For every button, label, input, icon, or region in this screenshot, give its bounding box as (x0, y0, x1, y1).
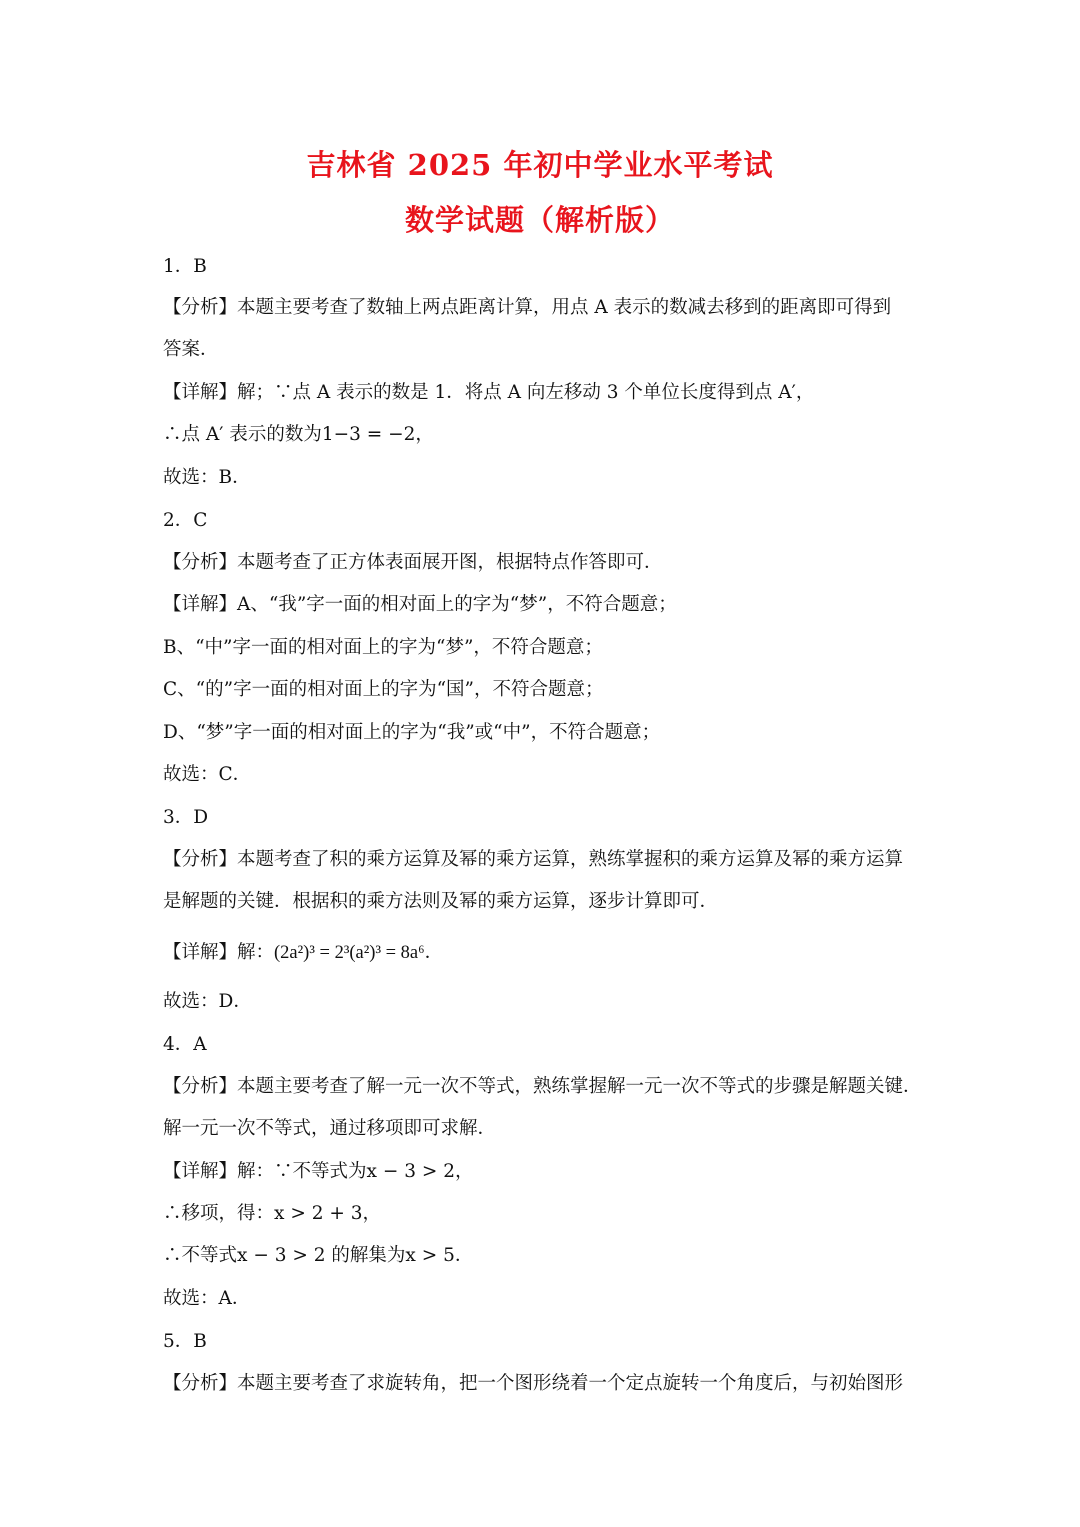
question-5-answer: 5．B (163, 1331, 207, 1352)
q2-detail-c: C、“的”字一面的相对面上的字为“国”，不符合题意； (163, 679, 604, 700)
q3-analysis-cont: 是解题的关键．根据积的乘方法则及幂的乘方运算，逐步计算即可． (163, 891, 719, 912)
q4-choice: 故选：A． (163, 1288, 251, 1309)
q3-detail-label: 【详解】解： (163, 942, 275, 963)
q1-detail: 【详解】解；∵点 A 表示的数是 1．将点 A 向左移动 3 个单位长度得到点 A′， (163, 382, 815, 403)
q2-detail-b: B、“中”字一面的相对面上的字为“梦”，不符合题意； (163, 637, 603, 658)
q2-choice: 故选：C． (163, 764, 252, 785)
q4-detail-step: ∴移项，得：x > 2 + 3， (163, 1203, 381, 1224)
q2-detail-a: 【详解】A、“我”字一面的相对面上的字为“梦”，不符合题意； (163, 594, 677, 615)
q4-detail-result: ∴不等式x − 3 > 2 的解集为x > 5． (163, 1245, 474, 1266)
question-2-answer: 2．C (163, 510, 208, 531)
q2-analysis: 【分析】本题考查了正方体表面展开图，根据特点作答即可． (163, 552, 663, 573)
question-4-answer: 4．A (163, 1034, 207, 1055)
q3-formula: (2a²)³ = 2³(a²)³ = 8a⁶． (274, 943, 444, 963)
q1-analysis: 【分析】本题主要考查了数轴上两点距离计算，用点 A 表示的数减去移到的距离即可得到 (163, 297, 892, 318)
q3-choice: 故选：D． (163, 991, 252, 1012)
q1-choice: 故选：B． (163, 467, 251, 488)
q4-detail: 【详解】解：∵不等式为x − 3 > 2， (163, 1161, 474, 1182)
q1-detail-result: ∴点 A′ 表示的数为1−3 = −2， (163, 424, 434, 445)
q3-analysis: 【分析】本题考查了积的乘方运算及幂的乘方运算，熟练掌握积的乘方运算及幂的乘方运算 (163, 849, 904, 870)
q2-detail-d: D、“梦”字一面的相对面上的字为“我”或“中”，不符合题意； (163, 722, 661, 743)
question-1-answer: 1．B (163, 256, 207, 277)
q5-analysis: 【分析】本题主要考查了求旋转角，把一个图形绕着一个定点旋转一个角度后，与初始图形 (163, 1373, 904, 1394)
q4-analysis: 【分析】本题主要考查了解一元一次不等式，熟练掌握解一元一次不等式的步骤是解题关键． (163, 1076, 922, 1097)
q1-analysis-cont: 答案． (163, 339, 219, 360)
q4-analysis-cont: 解一元一次不等式，通过移项即可求解． (163, 1118, 497, 1139)
q3-detail (163, 938, 933, 968)
question-3-answer: 3．D (163, 807, 209, 828)
document-subtitle: 数学试题（解析版） (404, 203, 675, 237)
document-title: 吉林省 2025 年初中学业水平考试 (306, 148, 774, 182)
